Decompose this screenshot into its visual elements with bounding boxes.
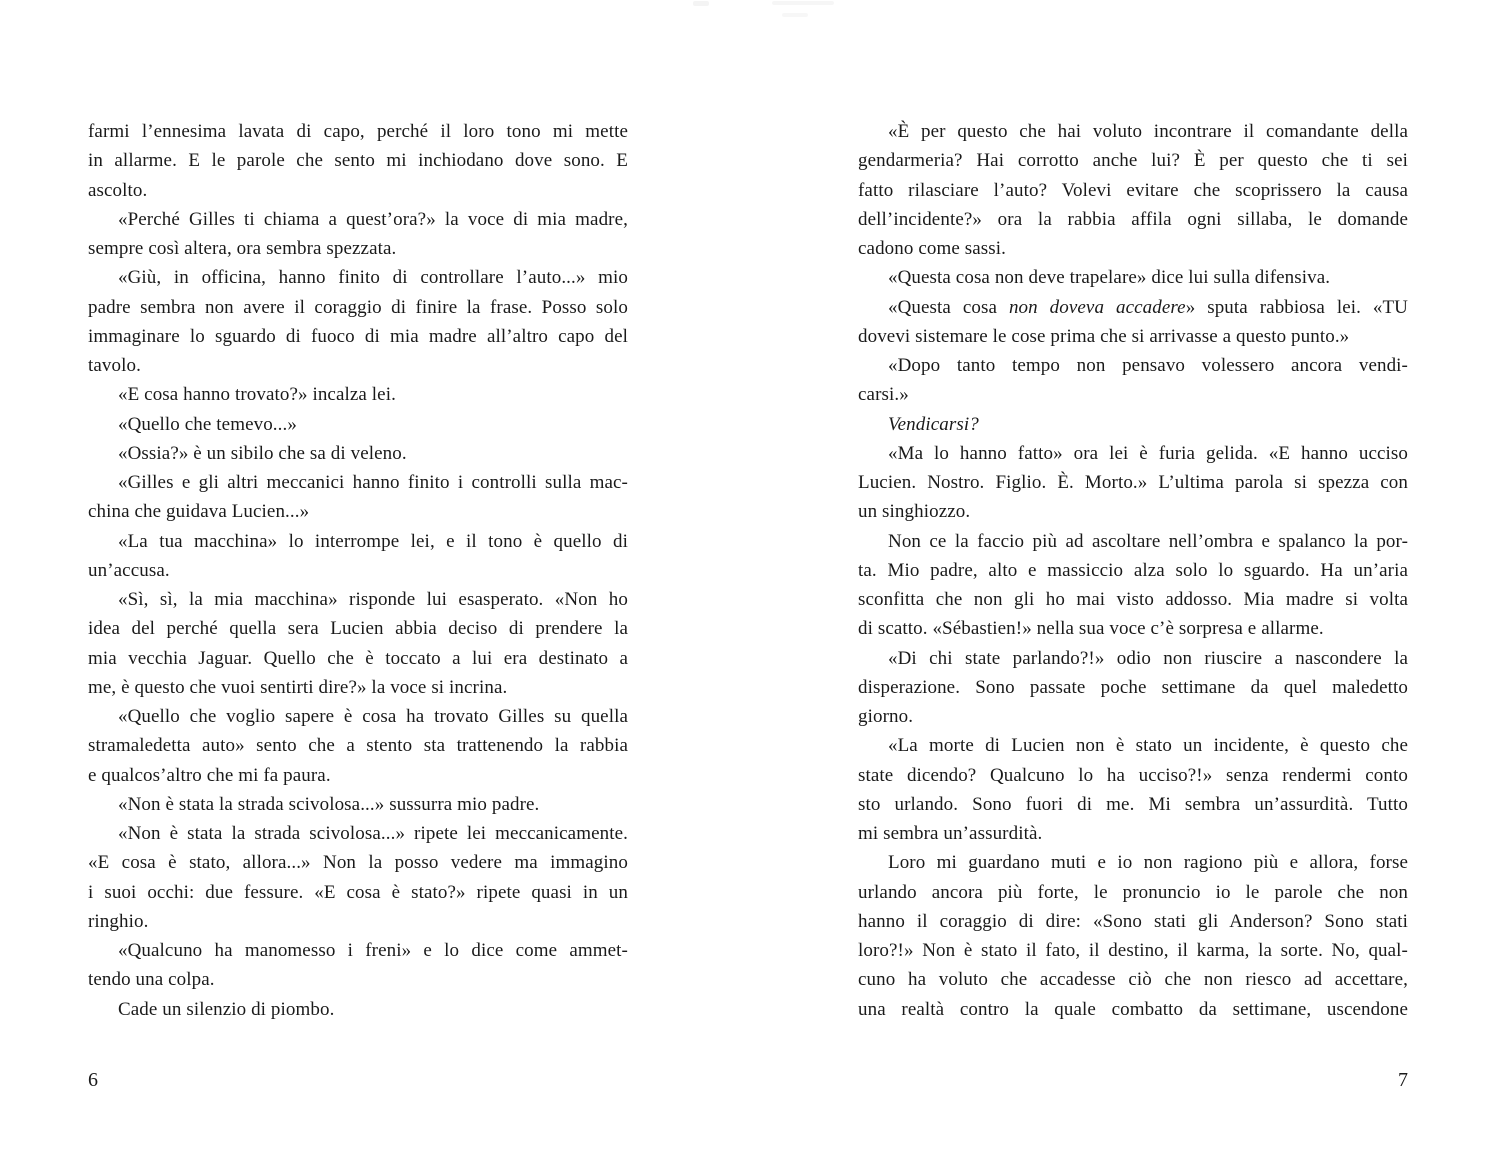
text-line: «Giù, in officina, hanno finito di controllare l’auto...» mio bbox=[118, 267, 628, 289]
text-line: «Non è stata la strada scivolosa...» ripete lei meccanicamente. bbox=[118, 823, 628, 844]
text-line: «Gilles e gli altri meccanici hanno finito i controlli sulla mac- bbox=[118, 472, 628, 493]
text-line: una realtà contro la quale combatto da settimane, uscendone bbox=[858, 998, 1408, 1020]
text-line: «Non è stata la strada scivolosa...» sussurra mio padre. bbox=[118, 793, 540, 815]
text-line: idea del perché quella sera Lucien abbia deciso di prendere la bbox=[88, 618, 628, 640]
page-text-column bbox=[88, 117, 628, 1024]
text-line: «Dopo tanto tempo non pensavo volessero ancora vendi- bbox=[888, 355, 1408, 376]
text-line: Non ce la faccio più ad ascoltare nell’ombra e spalanco la por- bbox=[888, 530, 1408, 552]
text-line: sconfitta che non gli ho mai visto addosso. Mia madre si volta bbox=[858, 589, 1408, 610]
text-line: mia vecchia Jaguar. Quello che è toccato a lui era destinato a bbox=[88, 647, 628, 669]
text-line: «E cosa è stato, allora...» Non la posso vedere ma immagino bbox=[88, 852, 628, 874]
page-right bbox=[750, 0, 1500, 1157]
text-line: «La tua macchina» lo interrompe lei, e il tono è quello di bbox=[118, 530, 628, 552]
text-line: padre sembra non avere il coraggio di finire la frase. Posso solo bbox=[88, 296, 628, 318]
text-line: loro?!» Non è stato il fato, il destino, il karma, la sorte. No, qual- bbox=[858, 940, 1408, 961]
text-line: sto urlando. Sono fuori di me. Mi sembra un’assurdità. Tutto bbox=[858, 793, 1408, 815]
text-line: «Quello che voglio sapere è cosa ha trovato Gilles su quella bbox=[118, 706, 628, 727]
text-line: carsi.» bbox=[858, 384, 909, 406]
text-line: «Ma lo hanno fatto» ora lei è furia gelida. «E hanno ucciso bbox=[888, 442, 1408, 464]
text-line: «La morte di Lucien non è stato un incidente, è questo che bbox=[888, 735, 1408, 757]
text-line: «Questa cosa non deve trapelare» dice lui sulla difensiva. bbox=[888, 267, 1331, 289]
text-line: ringhio. bbox=[88, 910, 149, 932]
text-line: di scatto. «Sébastien!» nella sua voce c’è sorpresa e allarme. bbox=[858, 618, 1324, 640]
text-line: un’accusa. bbox=[88, 559, 170, 581]
text-line: un singhiozzo. bbox=[858, 501, 971, 523]
text-line: «Questa cosa non doveva accadere» sputa rabbiosa lei. «TU bbox=[888, 296, 1408, 318]
text-line: tavolo. bbox=[88, 355, 141, 376]
text-line: china che guidava Lucien...» bbox=[88, 501, 310, 523]
text-line: ascolto. bbox=[88, 179, 148, 201]
text-line: Loro mi guardano muti e io non ragiono più e allora, forse bbox=[888, 852, 1408, 874]
text-line: Vendicarsi? bbox=[888, 413, 979, 435]
text-line: «Ossia?» è un sibilo che sa di veleno. bbox=[118, 442, 407, 464]
text-line: mi sembra un’assurdità. bbox=[858, 823, 1043, 844]
text-line: «È per questo che hai voluto incontrare il comandante della bbox=[888, 121, 1408, 142]
text-line: e qualcos’altro che mi fa paura. bbox=[88, 764, 331, 786]
text-line: sempre così altera, ora sembra spezzata. bbox=[88, 238, 397, 259]
text-line: dovevi sistemare le cose prima che si arrivasse a questo punto.» bbox=[858, 325, 1350, 347]
text-line: «Quello che temevo...» bbox=[118, 413, 297, 435]
text-line: farmi l’ennesima lavata di capo, perché il loro tono mi mette bbox=[88, 121, 628, 142]
text-line: dell’incidente?» ora la rabbia affila ogni sillaba, le domande bbox=[858, 208, 1408, 230]
text-line: Cade un silenzio di piombo. bbox=[118, 998, 335, 1020]
text-line: «Sì, sì, la mia macchina» risponde lui esasperato. «Non ho bbox=[118, 589, 628, 610]
text-line: in allarme. E le parole che sento mi inchiodano dove sono. E bbox=[88, 150, 628, 172]
text-line: ta. Mio padre, alto e massiccio alza solo lo sguardo. Ha un’aria bbox=[858, 559, 1408, 581]
text-line: «Qualcuno ha manomesso i freni» e lo dice come ammet- bbox=[118, 940, 628, 961]
text-line: cuno ha voluto che accadesse ciò che non riesco ad accettare, bbox=[858, 969, 1408, 991]
text-line: hanno il coraggio di dire: «Sono stati gli Anderson? Sono stati bbox=[858, 910, 1408, 932]
text-line: Lucien. Nostro. Figlio. È. Morto.» L’ultima parola si spezza con bbox=[858, 472, 1408, 493]
text-line: «Di chi state parlando?!» odio non riuscire a nascondere la bbox=[888, 647, 1408, 669]
text-line: i suoi occhi: due fessure. «E cosa è stato?» ripete quasi in un bbox=[88, 881, 628, 903]
page-number: 6 bbox=[88, 1069, 98, 1091]
text-line: disperazione. Sono passate poche settimane da quel maledetto bbox=[858, 676, 1408, 698]
text-line: me, è questo che vuoi sentirti dire?» la voce si incrina. bbox=[88, 676, 508, 698]
text-line: «Perché Gilles ti chiama a quest’ora?» la voce di mia madre, bbox=[118, 208, 628, 230]
text-line: fatto rilasciare l’auto? Volevi evitare che scoprissero la causa bbox=[858, 179, 1408, 201]
text-line: «E cosa hanno trovato?» incalza lei. bbox=[118, 384, 396, 406]
text-line: tendo una colpa. bbox=[88, 969, 215, 991]
text-line: state dicendo? Qualcuno lo ha ucciso?!» senza rendermi conto bbox=[858, 764, 1408, 786]
text-line: giorno. bbox=[858, 706, 914, 727]
page-number: 7 bbox=[1398, 1069, 1408, 1091]
text-line: immaginare lo sguardo di fuoco di mia madre all’altro capo del bbox=[88, 325, 628, 347]
text-line: gendarmeria? Hai corrotto anche lui? È per questo che ti sei bbox=[858, 150, 1408, 172]
page-text-column bbox=[858, 117, 1408, 1024]
text-line: stramaledetta auto» sento che a stento sta trattenendo la rabbia bbox=[88, 735, 628, 757]
text-line: urlando ancora più forte, le pronuncio io le parole che non bbox=[858, 881, 1408, 903]
text-line: cadono come sassi. bbox=[858, 238, 1006, 259]
